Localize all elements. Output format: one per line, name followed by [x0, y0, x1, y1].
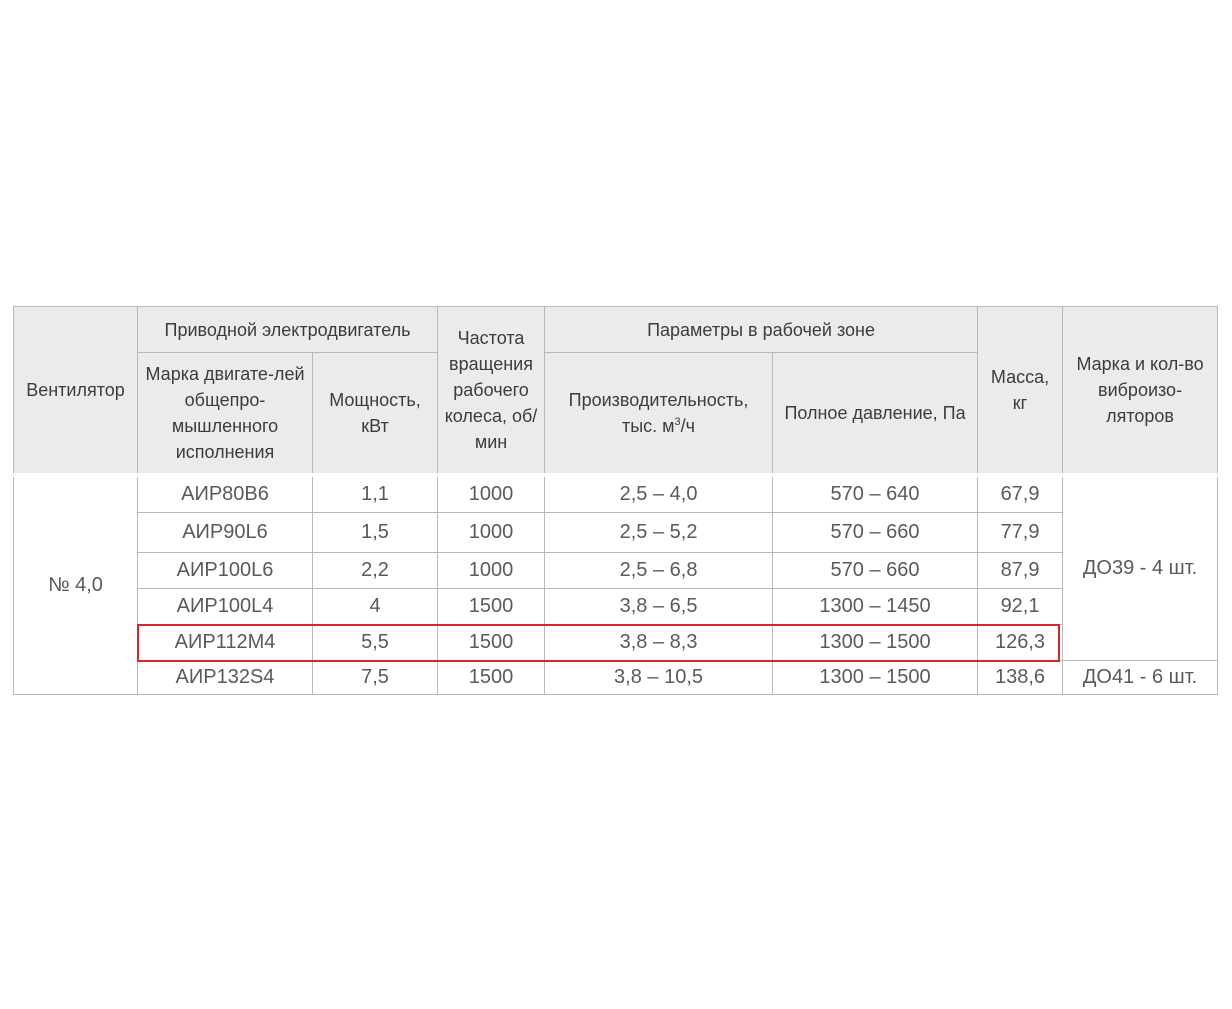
- power-cell: 4: [313, 589, 438, 625]
- power-cell: 1,1: [313, 475, 438, 513]
- capacity-cell: 3,8 – 10,5: [545, 661, 773, 695]
- table-row: [14, 513, 1218, 553]
- motor-cell: АИР100L6: [138, 553, 313, 589]
- motor-cell: АИР112М4: [138, 625, 313, 661]
- header-capacity-prefix: Производительность, тыс. м: [568, 389, 749, 436]
- header-drive-motor: Приводной электродвигатель: [138, 307, 438, 353]
- capacity-cell: 3,8 – 6,5: [545, 589, 773, 625]
- rpm-cell: 1500: [438, 625, 545, 661]
- header-rotation-speed: Частота вращения рабочего колеса, об/мин: [438, 307, 545, 475]
- spec-table-container: [13, 306, 1217, 695]
- header-capacity: [545, 353, 773, 475]
- pressure-cell: 1300 – 1500: [773, 661, 978, 695]
- table-row: [14, 553, 1218, 589]
- power-cell: 7,5: [313, 661, 438, 695]
- capacity-cell: 2,5 – 6,8: [545, 553, 773, 589]
- header-motor-brand: Марка двигате-лей общепро-мышленного исполнения: [138, 353, 313, 475]
- mass-cell: 126,3: [978, 625, 1063, 661]
- mass-cell: 138,6: [978, 661, 1063, 695]
- rpm-cell: 1000: [438, 475, 545, 513]
- isolators-cell-group1: ДО39 - 4 шт.: [1063, 475, 1218, 661]
- motor-cell: АИР132S4: [138, 661, 313, 695]
- mass-cell: 67,9: [978, 475, 1063, 513]
- header-power: Мощность, кВт: [313, 353, 438, 475]
- mass-cell: 87,9: [978, 553, 1063, 589]
- pressure-cell: 1300 – 1450: [773, 589, 978, 625]
- power-cell: 1,5: [313, 513, 438, 553]
- header-fan: Вентилятор: [14, 307, 138, 475]
- power-cell: 2,2: [313, 553, 438, 589]
- table-row: [14, 589, 1218, 625]
- pressure-cell: 570 – 640: [773, 475, 978, 513]
- table-row: [14, 661, 1218, 695]
- motor-cell: АИР100L4: [138, 589, 313, 625]
- pressure-cell: 570 – 660: [773, 553, 978, 589]
- header-mass: Масса, кг: [978, 307, 1063, 475]
- header-vibro-isolators: Марка и кол-во виброизо-ляторов: [1063, 307, 1218, 475]
- rpm-cell: 1000: [438, 513, 545, 553]
- rpm-cell: 1000: [438, 553, 545, 589]
- isolators-cell-group2: ДО41 - 6 шт.: [1063, 661, 1218, 695]
- header-capacity-sup: 3: [674, 415, 681, 428]
- mass-cell: 77,9: [978, 513, 1063, 553]
- power-cell: 5,5: [313, 625, 438, 661]
- rpm-cell: 1500: [438, 661, 545, 695]
- pressure-cell: 570 – 660: [773, 513, 978, 553]
- motor-cell: АИР90L6: [138, 513, 313, 553]
- table-row-highlighted: [14, 625, 1218, 661]
- header-capacity-suffix: /ч: [680, 415, 696, 436]
- fan-cell: № 4,0: [14, 475, 138, 695]
- mass-cell: 92,1: [978, 589, 1063, 625]
- capacity-cell: 2,5 – 5,2: [545, 513, 773, 553]
- motor-cell: АИР80В6: [138, 475, 313, 513]
- rpm-cell: 1500: [438, 589, 545, 625]
- header-work-zone-params: Параметры в рабочей зоне: [545, 307, 978, 353]
- capacity-cell: 2,5 – 4,0: [545, 475, 773, 513]
- pressure-cell: 1300 – 1500: [773, 625, 978, 661]
- capacity-cell: 3,8 – 8,3: [545, 625, 773, 661]
- fan-spec-table: [13, 306, 1218, 695]
- table-row: [14, 475, 1218, 513]
- header-pressure: Полное давление, Па: [773, 353, 978, 475]
